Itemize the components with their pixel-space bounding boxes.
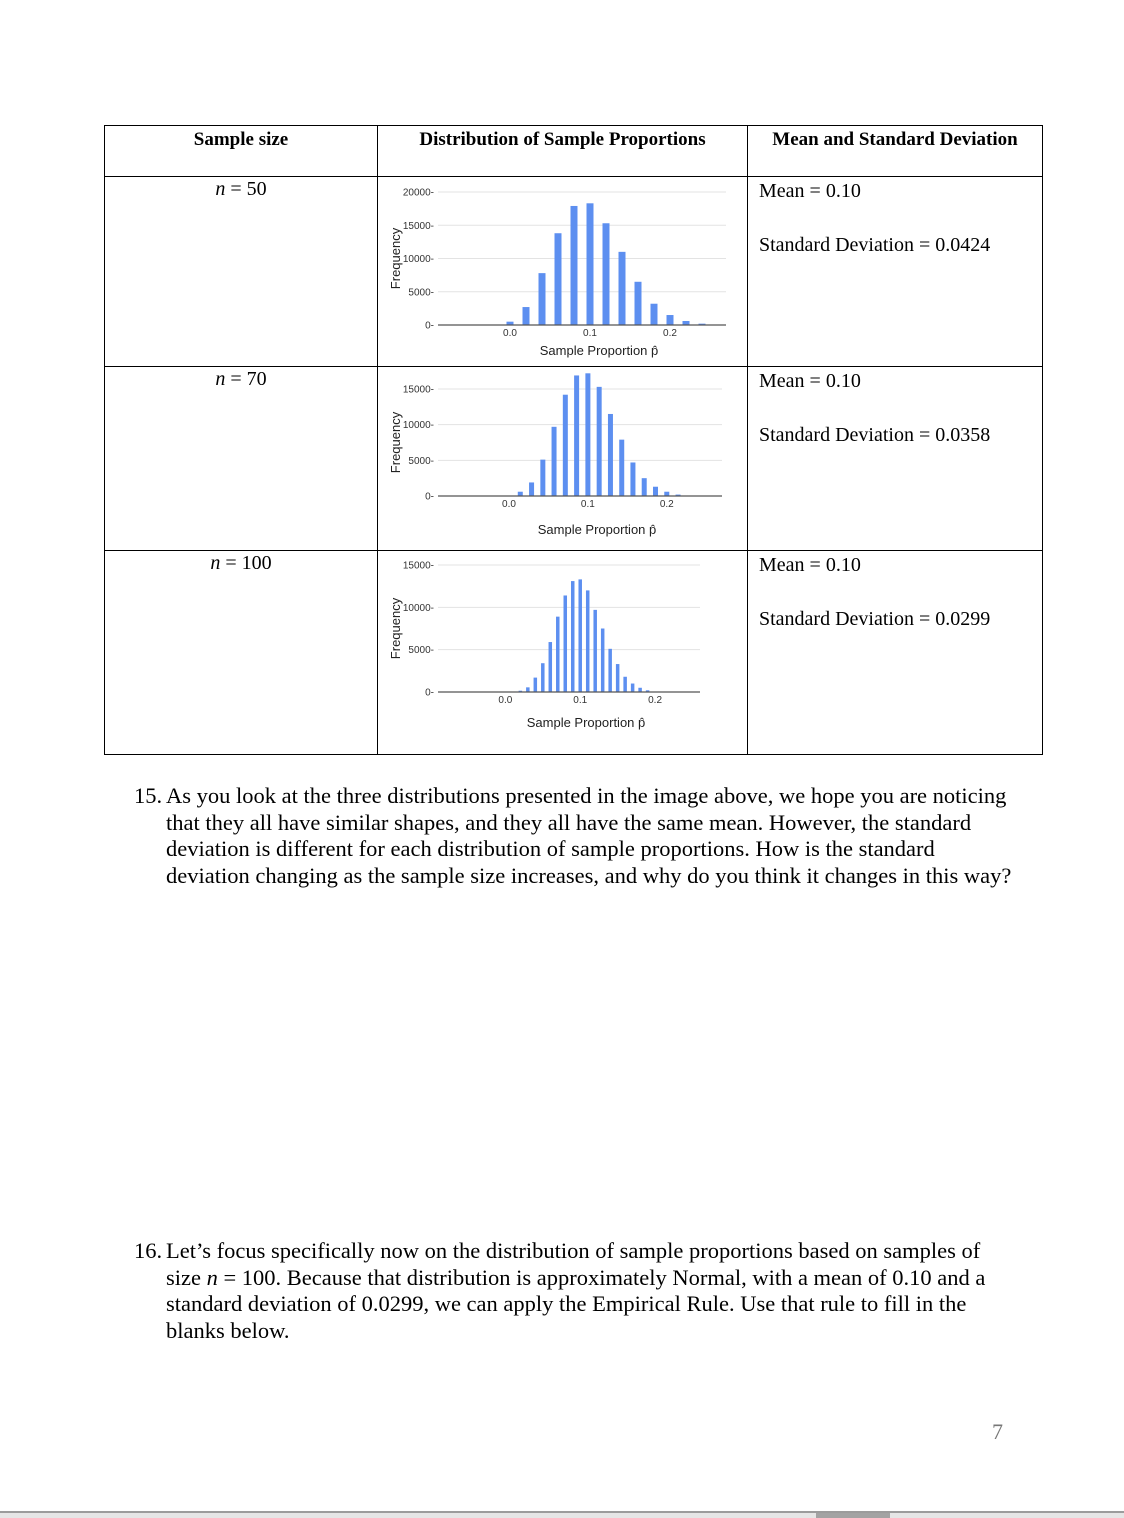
y-tick-label: 5000- (408, 645, 434, 657)
x-axis-title: Sample Proportion p̂ (539, 343, 659, 358)
n-variable: n (206, 1264, 218, 1290)
histogram-svg (378, 551, 747, 754)
y-axis-title: Frequency (388, 227, 403, 290)
table-row (105, 367, 1043, 551)
x-tick-label: 0.0 (503, 328, 517, 339)
question-16-body (134, 1238, 1014, 1344)
histogram-bar (593, 610, 597, 692)
histogram-bar (571, 206, 578, 325)
header-distribution: Distribution of Sample Proportions (378, 126, 748, 177)
x-axis-title: Sample Proportion p̂ (537, 522, 657, 537)
n-variable: n (215, 178, 226, 200)
question-number: 15. (134, 783, 163, 808)
question-15 (134, 783, 1014, 889)
horizontal-scrollbar[interactable] (0, 1511, 1124, 1518)
sd-value: Standard Deviation = 0.0299 (759, 608, 991, 630)
y-tick-label: 10000- (402, 602, 434, 614)
histogram-bar (603, 223, 610, 325)
stats-cell (748, 367, 1043, 551)
histogram-bar (635, 282, 642, 325)
histogram-n70 (378, 367, 747, 550)
histogram-bar (540, 460, 545, 496)
header-mean-sd: Mean and Standard Deviation (748, 126, 1043, 177)
y-tick-label: 20000- (402, 187, 434, 199)
x-tick-label: 0.2 (663, 328, 677, 339)
question-text: Let’s focus specifically now on the distribution of sample proportions based on samples of size (166, 1238, 981, 1290)
histogram-n100 (378, 551, 747, 754)
histogram-bar (587, 203, 594, 325)
histogram-bar (642, 478, 647, 496)
histogram-bar (555, 233, 562, 325)
x-tick-label: 0.1 (573, 695, 588, 706)
sample-size-cell (105, 177, 378, 367)
y-tick-label: 5000- (408, 455, 434, 467)
sample-size-cell (105, 367, 378, 551)
histogram-bar (597, 387, 602, 496)
chart-cell (378, 177, 748, 367)
histogram-bar (608, 649, 612, 692)
stats-cell (748, 551, 1043, 755)
histogram-bar (526, 687, 530, 692)
histogram-bar (653, 487, 658, 496)
histogram-bar (667, 315, 674, 325)
x-tick-label: 0.2 (648, 695, 663, 706)
histogram-bar (623, 677, 627, 692)
question-number: 16. (134, 1238, 163, 1263)
table-row (105, 177, 1043, 367)
histogram-bar (601, 629, 605, 693)
histogram-bar (574, 375, 579, 496)
mean-value: Mean = 0.10 (759, 554, 861, 576)
scrollbar-thumb[interactable] (816, 1513, 890, 1518)
histogram-bar (631, 684, 635, 692)
chart-cell (378, 367, 748, 551)
histogram-bar (541, 663, 545, 692)
n-variable: n (215, 368, 226, 390)
x-tick-label: 0.0 (502, 499, 516, 510)
histogram-bar (571, 581, 575, 692)
page-number: 7 (992, 1419, 1003, 1444)
stats-cell (748, 177, 1043, 367)
x-tick-label: 0.1 (583, 328, 597, 339)
y-axis-title: Frequency (388, 597, 403, 660)
y-tick-label: 0- (425, 320, 434, 332)
histogram-bar (651, 304, 658, 325)
y-tick-label: 0- (425, 491, 434, 503)
mean-value: Mean = 0.10 (759, 370, 861, 392)
question-16 (134, 1238, 1014, 1344)
table-row (105, 551, 1043, 755)
histogram-bar (556, 617, 560, 692)
y-axis-title: Frequency (388, 411, 403, 474)
histogram-bar (616, 664, 620, 692)
sample-proportion-table (104, 125, 1043, 755)
histogram-bar (563, 395, 568, 496)
histogram-bar (630, 462, 635, 496)
histogram-bar (534, 678, 538, 692)
histogram-bar (552, 427, 557, 496)
histogram-bar (539, 273, 546, 325)
y-tick-label: 0- (425, 687, 434, 699)
mean-value: Mean = 0.10 (759, 180, 861, 202)
x-tick-label: 0.1 (580, 499, 595, 510)
histogram-bar (619, 252, 626, 325)
histogram-bar (523, 307, 530, 325)
histogram-bar (586, 590, 590, 692)
sd-value: Standard Deviation = 0.0424 (759, 234, 991, 256)
header-sample-size: Sample size (105, 126, 378, 177)
y-tick-label: 15000- (402, 384, 434, 396)
x-tick-label: 0.2 (659, 499, 674, 510)
chart-cell (378, 551, 748, 755)
sd-value: Standard Deviation = 0.0358 (759, 424, 991, 446)
histogram-bar (608, 414, 613, 496)
x-tick-label: 0.0 (498, 695, 513, 706)
question-text: As you look at the three distributions presented in the image above, we hope you are noticing that they all have similar shapes, and they all have the same mean. However, the standard deviation is different for each distribution of sample proportions. How is the standard deviation changing as the sample size increases, and why do you think it changes in this way? (166, 783, 1012, 888)
histogram-svg (378, 177, 747, 366)
histogram-bar (619, 440, 624, 496)
histogram-bar (585, 373, 590, 496)
y-tick-label: 10000- (402, 420, 434, 432)
y-tick-label: 10000- (402, 254, 434, 265)
x-axis-title: Sample Proportion p̂ (526, 715, 646, 730)
y-tick-label: 5000- (408, 287, 434, 299)
sample-size-value: = 100 (220, 552, 272, 574)
histogram-bar (564, 595, 568, 692)
sample-size-value: = 70 (225, 368, 267, 390)
sample-size-value: = 50 (225, 178, 267, 200)
y-tick-label: 15000- (402, 560, 434, 572)
histogram-n50 (378, 177, 747, 366)
histogram-bar (578, 579, 582, 692)
n-variable: n (210, 552, 221, 574)
histogram-bar (529, 482, 534, 496)
y-tick-label: 15000- (402, 220, 434, 232)
sample-size-cell (105, 551, 378, 755)
histogram-svg (378, 367, 747, 550)
histogram-bar (549, 642, 553, 692)
table-header-row (105, 126, 1043, 177)
question-15-body (134, 783, 1014, 889)
question-text: = 100. Because that distribution is approximately Normal, with a mean of 0.10 and a standard deviation of 0.0299, we can apply the Empirical Rule. Use that rule to fill in the blanks below. (166, 1264, 986, 1343)
